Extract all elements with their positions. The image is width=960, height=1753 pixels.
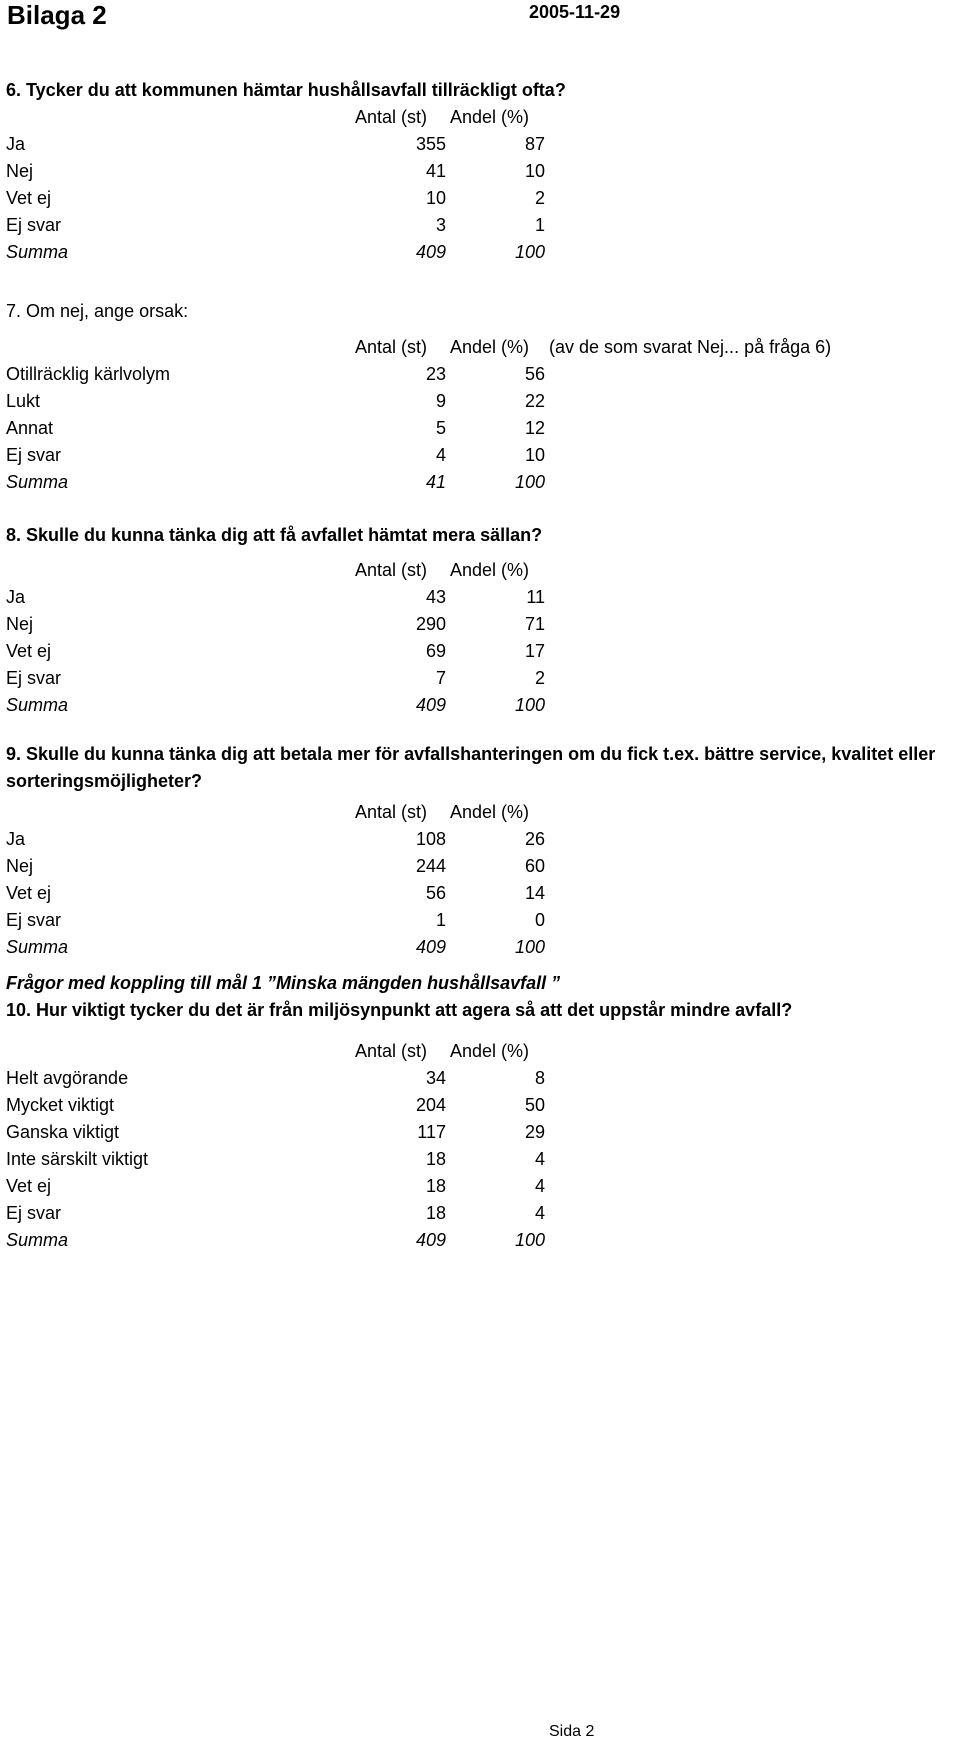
row-label: Helt avgörande <box>6 1068 129 1088</box>
row-antal: 43 <box>425 587 446 607</box>
question-title: 6. Tycker du att kommunen hämtar hushållsavfall tillräckligt ofta? <box>6 80 566 100</box>
summa-antal: 409 <box>415 1230 446 1250</box>
row-andel: 17 <box>524 641 545 661</box>
question-title: 10. Hur viktigt tycker du det är från miljösynpunkt att agera så att det uppstår mindre avfall? <box>6 1000 793 1020</box>
summa-row <box>6 239 956 266</box>
row-andel: 2 <box>534 668 545 688</box>
row-andel: 2 <box>534 188 545 208</box>
row-antal: 1 <box>435 910 446 930</box>
summa-label: Summa <box>6 242 69 262</box>
column-header-antal: Antal (st) <box>355 107 428 127</box>
column-header-andel: Andel (%) <box>450 337 530 357</box>
row-andel: 0 <box>534 910 545 930</box>
question-title: 9. Skulle du kunna tänka dig att betala mer för avfallshanteringen om du fick t.ex. bättre service, kvalitet eller sorteringsmöjligheter? <box>6 744 936 791</box>
row-label: Ja <box>6 134 26 154</box>
summa-andel: 100 <box>514 1230 545 1250</box>
column-header-antal: Antal (st) <box>355 337 428 357</box>
table-row <box>6 131 956 158</box>
row-andel: 87 <box>524 134 545 154</box>
row-label: Ej svar <box>6 910 62 930</box>
goal-heading: Frågor med koppling till mål 1 ”Minska mängden hushållsavfall ” <box>6 973 561 993</box>
question-8 <box>6 522 956 719</box>
row-antal: 5 <box>435 418 446 438</box>
column-header-row <box>6 334 956 361</box>
column-header-note: (av de som svarat Nej... på fråga 6) <box>549 337 832 357</box>
row-antal: 9 <box>435 391 446 411</box>
row-label: Annat <box>6 418 54 438</box>
question-title: 7. Om nej, ange orsak: <box>6 301 189 321</box>
table-row <box>6 1200 956 1227</box>
summa-andel: 100 <box>514 695 545 715</box>
row-label: Ej svar <box>6 1203 62 1223</box>
table-row <box>6 1065 956 1092</box>
row-andel: 4 <box>534 1176 545 1196</box>
row-andel: 14 <box>524 883 545 903</box>
table-row <box>6 880 956 907</box>
row-andel: 1 <box>534 215 545 235</box>
row-label: Nej <box>6 614 34 634</box>
table-row <box>6 665 956 692</box>
column-header-row <box>6 104 956 131</box>
row-andel: 56 <box>524 364 545 384</box>
row-antal: 18 <box>425 1203 446 1223</box>
table-row <box>6 388 956 415</box>
row-label: Ej svar <box>6 215 62 235</box>
summa-antal: 41 <box>425 472 446 492</box>
column-header-andel: Andel (%) <box>450 802 530 822</box>
table-row <box>6 158 956 185</box>
row-antal: 244 <box>415 856 446 876</box>
question-10 <box>6 970 956 1254</box>
row-antal: 56 <box>425 883 446 903</box>
row-antal: 4 <box>435 445 446 465</box>
row-andel: 8 <box>534 1068 545 1088</box>
document-date: 2005-11-29 <box>529 2 621 22</box>
summa-label: Summa <box>6 1230 69 1250</box>
summa-antal: 409 <box>415 937 446 957</box>
table-row <box>6 611 956 638</box>
table-row <box>6 853 956 880</box>
table-row <box>6 826 956 853</box>
column-header-antal: Antal (st) <box>355 802 428 822</box>
row-andel: 11 <box>526 587 545 607</box>
question-title: 8. Skulle du kunna tänka dig att få avfallet hämtat mera sällan? <box>6 525 543 545</box>
row-andel: 10 <box>524 161 545 181</box>
summa-andel: 100 <box>514 472 545 492</box>
table-row <box>6 1146 956 1173</box>
row-antal: 204 <box>415 1095 446 1115</box>
document-title: Bilaga 2 <box>7 0 107 30</box>
row-antal: 69 <box>425 641 446 661</box>
summa-row <box>6 934 956 961</box>
table-row <box>6 1119 956 1146</box>
column-header-antal: Antal (st) <box>355 1041 428 1061</box>
row-label: Lukt <box>6 391 41 411</box>
row-andel: 4 <box>534 1203 545 1223</box>
row-andel: 50 <box>524 1095 545 1115</box>
row-antal: 3 <box>435 215 446 235</box>
table-row <box>6 638 956 665</box>
row-label: Ganska viktigt <box>6 1122 120 1142</box>
table-row <box>6 361 956 388</box>
summa-row <box>6 469 956 496</box>
row-antal: 7 <box>435 668 446 688</box>
row-andel: 22 <box>524 391 545 411</box>
table-row <box>6 584 956 611</box>
question-6 <box>6 77 956 266</box>
table-row <box>6 442 956 469</box>
row-label: Ja <box>6 587 26 607</box>
table-row <box>6 185 956 212</box>
row-label: Vet ej <box>6 1176 52 1196</box>
table-row <box>6 907 956 934</box>
table-row <box>6 1173 956 1200</box>
column-header-antal: Antal (st) <box>355 560 428 580</box>
column-header-row <box>6 799 956 826</box>
summa-andel: 100 <box>514 242 545 262</box>
row-andel: 26 <box>524 829 545 849</box>
row-label: Ej svar <box>6 668 62 688</box>
row-antal: 23 <box>425 364 446 384</box>
summa-label: Summa <box>6 937 69 957</box>
row-label: Nej <box>6 161 34 181</box>
column-header-andel: Andel (%) <box>450 1041 530 1061</box>
row-label: Ja <box>6 829 26 849</box>
row-label: Mycket viktigt <box>6 1095 115 1115</box>
question-9 <box>6 741 956 961</box>
row-label: Inte särskilt viktigt <box>6 1149 149 1169</box>
row-label: Ej svar <box>6 445 62 465</box>
column-header-row <box>6 557 956 584</box>
page-number: Sida 2 <box>549 1723 595 1740</box>
row-antal: 355 <box>415 134 446 154</box>
summa-andel: 100 <box>514 937 545 957</box>
row-antal: 41 <box>425 161 446 181</box>
summa-label: Summa <box>6 695 69 715</box>
summa-row <box>6 692 956 719</box>
row-label: Otillräcklig kärlvolym <box>6 364 171 384</box>
row-antal: 34 <box>425 1068 446 1088</box>
row-label: Nej <box>6 856 34 876</box>
row-label: Vet ej <box>6 883 52 903</box>
question-7 <box>6 298 956 496</box>
row-andel: 4 <box>534 1149 545 1169</box>
row-label: Vet ej <box>6 188 52 208</box>
row-antal: 18 <box>425 1149 446 1169</box>
table-row <box>6 212 956 239</box>
summa-antal: 409 <box>415 242 446 262</box>
row-andel: 10 <box>524 445 545 465</box>
row-antal: 108 <box>415 829 446 849</box>
row-andel: 60 <box>524 856 545 876</box>
column-header-andel: Andel (%) <box>450 560 530 580</box>
column-header-andel: Andel (%) <box>450 107 530 127</box>
summa-row <box>6 1227 956 1254</box>
summa-antal: 409 <box>415 695 446 715</box>
row-antal: 117 <box>417 1122 446 1142</box>
summa-label: Summa <box>6 472 69 492</box>
row-label: Vet ej <box>6 641 52 661</box>
row-antal: 10 <box>425 188 446 208</box>
row-andel: 12 <box>524 418 545 438</box>
row-andel: 29 <box>524 1122 545 1142</box>
row-antal: 290 <box>415 614 446 634</box>
column-header-row <box>6 1038 956 1065</box>
row-antal: 18 <box>425 1176 446 1196</box>
table-row <box>6 1092 956 1119</box>
row-andel: 71 <box>524 614 545 634</box>
table-row <box>6 415 956 442</box>
